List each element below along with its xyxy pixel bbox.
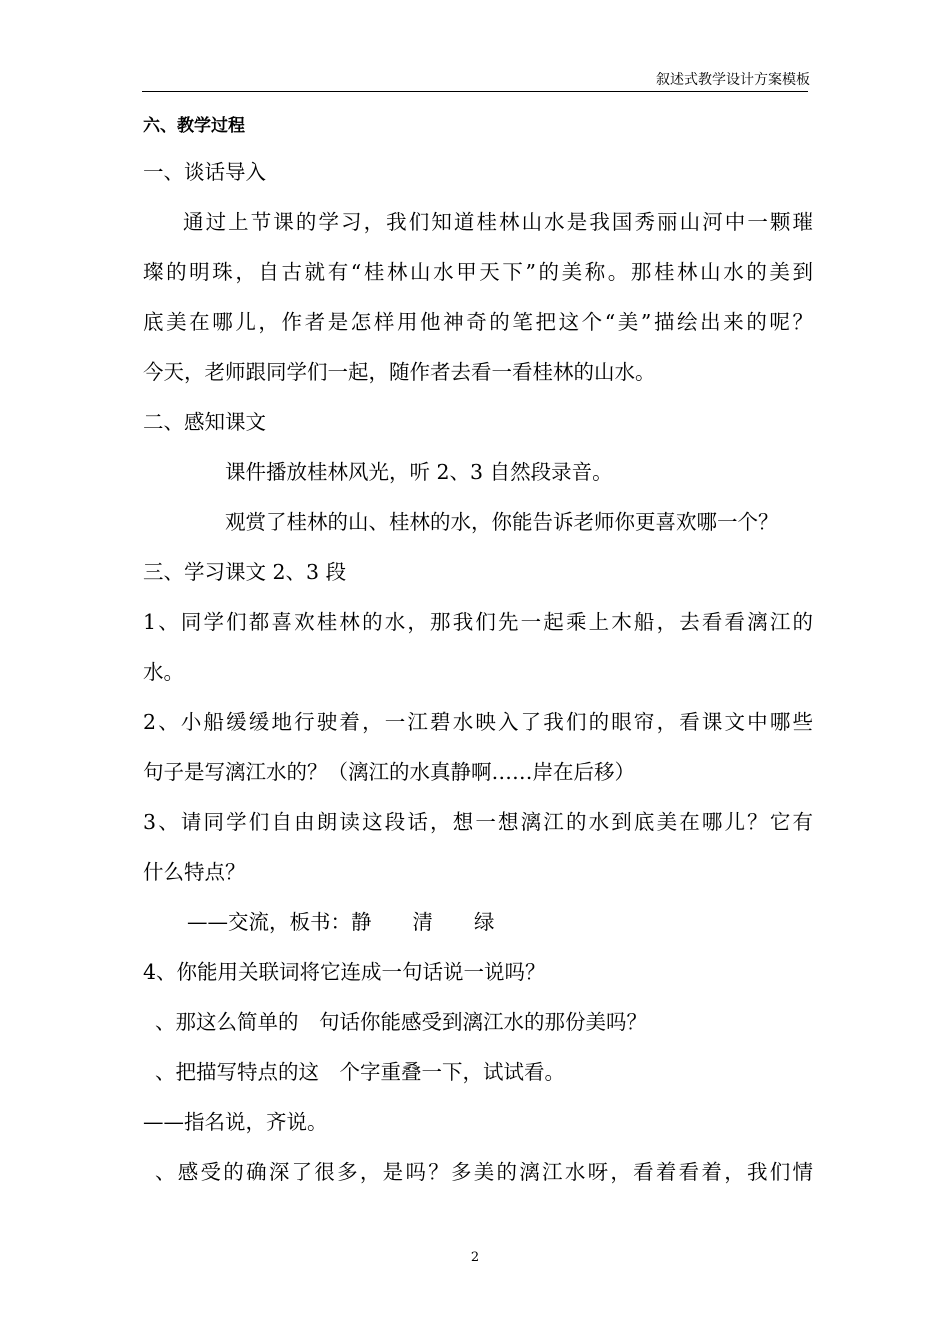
paragraph-line: 观赏了桂林的山、桂林的水，你能告诉老师你更喜欢哪一个？ (225, 510, 779, 534)
paragraph-line: 课件播放桂林风光，听 2、3 自然段录音。 (225, 460, 613, 484)
section-heading: 六、教学过程 (143, 116, 245, 136)
running-header: 叙述式教学设计方案模板 (656, 72, 810, 88)
list-item: 3、请同学们自由朗读这段话，想一想漓江的水到底美在哪儿？它有 (143, 810, 813, 834)
paragraph-line: 今天，老师跟同学们一起，随作者去看一看桂林的山水。 (143, 360, 656, 384)
header-rule (142, 91, 808, 92)
paragraph-line: 璨的明珠，自古就有“桂林山水甲天下”的美称。那桂林山水的美到 (143, 260, 813, 284)
list-item-continuation: 什么特点？ (143, 860, 246, 884)
page-number: 2 (470, 1250, 480, 1265)
board-notes: ——交流，板书：静 清 绿 (187, 910, 495, 934)
list-item: 1、同学们都喜欢桂林的水，那我们先一起乘上木船，去看看漓江的 (143, 610, 813, 634)
document-body (143, 105, 813, 1197)
paragraph-line: 通过上节课的学习，我们知道桂林山水是我国秀丽山河中一颗璀 (183, 210, 813, 234)
list-item: 、感受的确深了很多，是吗？多美的漓江水呀，看着看着，我们情 (155, 1160, 813, 1184)
list-item: 2、小船缓缓地行驶着，一江碧水映入了我们的眼帘，看课文中哪些 (143, 710, 813, 734)
list-item: 、把描写特点的这 个字重叠一下，试试看。 (155, 1060, 565, 1084)
list-item: 4、你能用关联词将它连成一句话说一说吗？ (143, 960, 546, 984)
subheading-study: 三、学习课文 2、3 段 (143, 560, 347, 584)
list-item: 、那这么简单的 句话你能感受到漓江水的那份美吗？ (155, 1010, 647, 1034)
list-item-continuation: 水。 (143, 660, 184, 684)
subheading-intro: 一、谈话导入 (143, 160, 266, 184)
list-item: ——指名说，齐说。 (143, 1110, 328, 1134)
list-item-continuation: 句子是写漓江水的？（漓江的水真静啊……岸在后移） (143, 760, 635, 784)
subheading-perceive: 二、感知课文 (143, 410, 266, 434)
paragraph-line: 底美在哪儿，作者是怎样用他神奇的笔把这个“美”描绘出来的呢？ (143, 310, 813, 334)
